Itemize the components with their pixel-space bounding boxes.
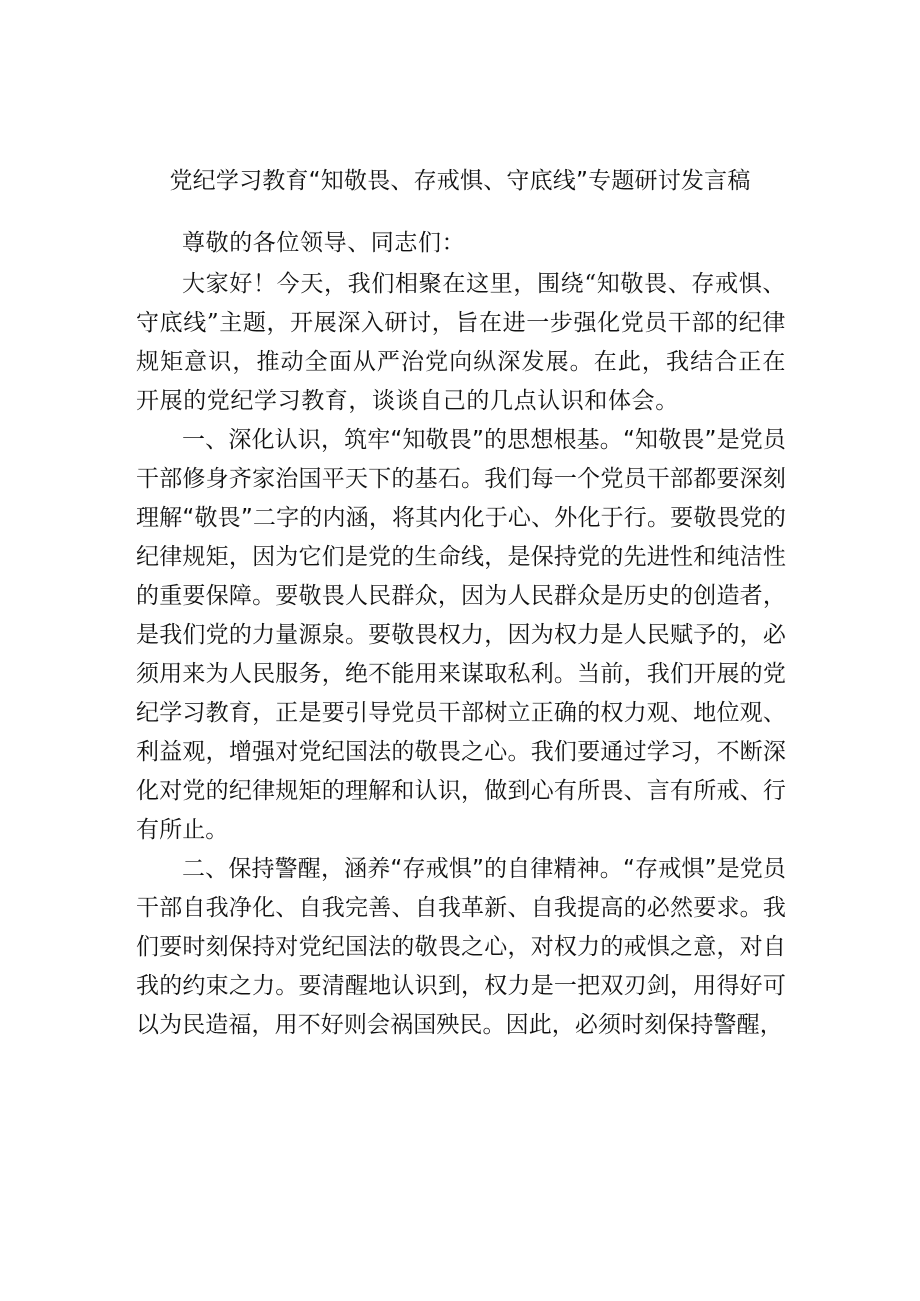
greeting-line: 尊敬的各位领导、同志们： [182,230,466,256]
section-one-paragraph: 一、深化认识，筑牢“知敬畏”的思想根基。“知敬畏”是党员干部修身齐家治国平天下的基石。我们每一个党员干部都要深刻理解“敬畏”二字的内涵，将其内化于心、外化于行。要敬畏党的纪律规矩，因为它们是党的生命线，是保持党的先进性和纯洁性的重要保障。要敬畏人民群众，因为人民群众是历史的创造者，是我们党的力量源泉。要敬畏权力，因为权力是人民赋予的，必须用来为人民服务，绝不能用来谋取私利。当前，我们开展的党纪学习教育，正是要引导党员干部树立正确的权力观、地位观、利益观，增强对党纪国法的敬畏之心。我们要通过学习，不断深化对党的纪律规矩的理解和认识，做到心有所畏、言有所戒、行有所止。 [136,427,786,843]
document-title: 党纪学习教育“知敬畏、存戒惧、守底线”专题研讨发言稿 [169,168,751,194]
document-body [136,224,786,1045]
section-two-paragraph: 二、保持警醒，涵养“存戒惧”的自律精神。“存戒惧”是党员干部自我净化、自我完善、自我革新、自我提高的必然要求。我们要时刻保持对党纪国法的敬畏之心，对权力的戒惧之意，对自我的约束之力。要清醒地认识到，权力是一把双刃剑，用得好可以为民造福，用不好则会祸国殃民。因此，必须时刻保持警醒， [136,856,786,1038]
opening-paragraph: 大家好！今天，我们相聚在这里，围绕“知敬畏、存戒惧、守底线”主题，开展深入研讨，旨在进一步强化党员干部的纪律规矩意识，推动全面从严治党向纵深发展。在此，我结合正在开展的党纪学习教育，谈谈自己的几点认识和体会。 [136,271,786,414]
